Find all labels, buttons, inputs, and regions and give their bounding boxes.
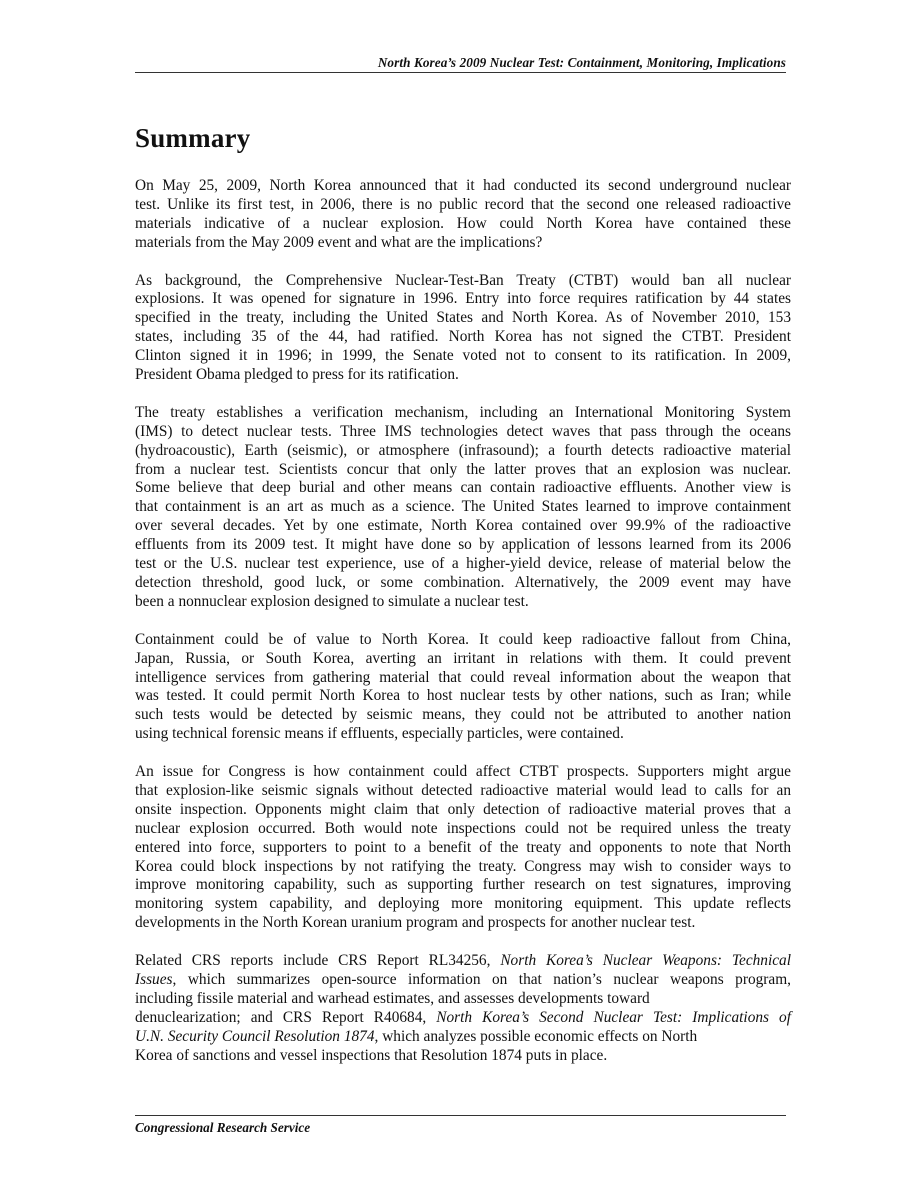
- running-header: North Korea’s 2009 Nuclear Test: Containment, Monitoring, Implications: [377, 55, 786, 70]
- text-line: Issues, which summarizes open-source information on that nation’s nuclear weapons program,: [135, 970, 791, 988]
- paragraph: [135, 177, 791, 253]
- paragraph: [135, 404, 791, 612]
- paragraph: [135, 631, 791, 744]
- running-footer: Congressional Research Service: [135, 1120, 311, 1135]
- text-line: Clinton signed it in 1996; in 1999, the Senate voted not to consent to its ratification. In 2009,: [135, 347, 791, 365]
- paragraph-related-reports: [135, 952, 791, 1065]
- text-line: (IMS) to detect nuclear tests. Three IMS technologies detect waves that pass through the oceans: [135, 422, 791, 440]
- text-line: The treaty establishes a verification mechanism, including an International Monitoring System: [135, 403, 791, 421]
- text-line: over several decades. Yet by one estimate, North Korea contained over 99.9% of the radioactive: [135, 517, 791, 535]
- text-line: Korea could block inspections by not ratifying the treaty. Congress may wish to consider ways to: [135, 857, 791, 875]
- paragraph: [135, 763, 791, 933]
- text-line: onsite inspection. Opponents might claim that only detection of radioactive material proves that a: [135, 800, 791, 818]
- text-line: explosions. It was opened for signature in 1996. Entry into force requires ratification by 44 states: [135, 290, 791, 308]
- text-line: developments in the North Korean uranium program and prospects for another nuclear test.: [135, 914, 696, 932]
- text-line: monitoring system capability, and deploying more monitoring equipment. This update reflects: [135, 895, 791, 913]
- text-line: that containment is an art as much as a science. The United States learned to improve containment: [135, 498, 791, 516]
- text-line: was tested. It could permit North Korea to host nuclear tests by other nations, such as Iran; while: [135, 687, 791, 705]
- text-line: As background, the Comprehensive Nuclear-Test-Ban Treaty (CTBT) would ban all nuclear: [135, 271, 791, 289]
- text-line: nuclear explosion occurred. Both would note inspections could not be required unless the treaty: [135, 819, 791, 837]
- text-line: been a nonnuclear explosion designed to simulate a nuclear test.: [135, 592, 529, 610]
- text-line: U.N. Security Council Resolution 1874, which analyzes possible economic effects on North: [135, 1027, 698, 1045]
- text-line: intelligence services from gathering material that could reveal information about the weapon that: [135, 668, 791, 686]
- summary-body: [135, 177, 791, 1084]
- paragraphs: [135, 177, 791, 933]
- text-line: denuclearization; and CRS Report R40684, North Korea’s Second Nuclear Test: Implications of: [135, 1008, 791, 1026]
- text-line: On May 25, 2009, North Korea announced that it had conducted its second underground nuclear: [135, 177, 791, 194]
- footer-rule: [135, 1115, 786, 1116]
- text-line: effluents from its 2009 test. It might have done so by application of lessons learned from its 2006: [135, 536, 791, 554]
- text-line: (hydroacoustic), Earth (seismic), or atmosphere (infrasound); a fourth detects radioactive material: [135, 441, 791, 459]
- paragraph: [135, 272, 791, 385]
- text-line: such tests would be detected by seismic means, they could not be attributed to another nation: [135, 706, 791, 724]
- text-line: materials indicative of a nuclear explosion. How could North Korea have contained these: [135, 214, 791, 232]
- page-title: Summary: [135, 123, 251, 153]
- text-line: Containment could be of value to North Korea. It could keep radioactive fallout from China,: [135, 630, 791, 648]
- text-line: An issue for Congress is how containment could affect CTBT prospects. Supporters might argue: [135, 763, 791, 781]
- text-line: improve monitoring capability, such as supporting further research on test signatures, improving: [135, 876, 791, 894]
- text-line: President Obama pledged to press for its ratification.: [135, 366, 459, 384]
- text-line: states, including 35 of the 44, had ratified. North Korea has not signed the CTBT. President: [135, 328, 791, 346]
- text-line: detection threshold, good luck, or some combination. Alternatively, the 2009 event may have: [135, 574, 791, 591]
- header-rule: [135, 72, 786, 73]
- text-line: test. Unlike its first test, in 2006, there is no public record that the second one released radioactive: [135, 195, 791, 213]
- text-line: from a nuclear test. Scientists concur that only the latter proves that an explosion was nuclear.: [135, 460, 791, 478]
- text-line: Japan, Russia, or South Korea, averting an irritant in relations with them. It could prevent: [135, 649, 791, 667]
- text-line: specified in the treaty, including the United States and North Korea. As of November 2010, 153: [135, 309, 791, 327]
- text-line: entered into force, supporters to point to a benefit of the treaty and opponents to note that North: [135, 838, 791, 856]
- text-line: materials from the May 2009 event and what are the implications?: [135, 233, 543, 251]
- text-line: Korea of sanctions and vessel inspections that Resolution 1874 puts in place.: [135, 1046, 608, 1064]
- text-line: test or the U.S. nuclear test experience, use of a higher-yield device, release of material below the: [135, 555, 791, 573]
- text-line: Some believe that deep burial and other means can contain radioactive effluents. Another view is: [135, 479, 791, 497]
- text-line: including fissile material and warhead estimates, and assesses developments toward: [135, 989, 650, 1007]
- text-line: using technical forensic means if effluents, especially particles, were contained.: [135, 725, 624, 743]
- text-line: that explosion-like seismic signals without detected radioactive material would lead to calls for an: [135, 781, 791, 799]
- text-line: Related CRS reports include CRS Report RL34256, North Korea’s Nuclear Weapons: Technical: [135, 952, 791, 970]
